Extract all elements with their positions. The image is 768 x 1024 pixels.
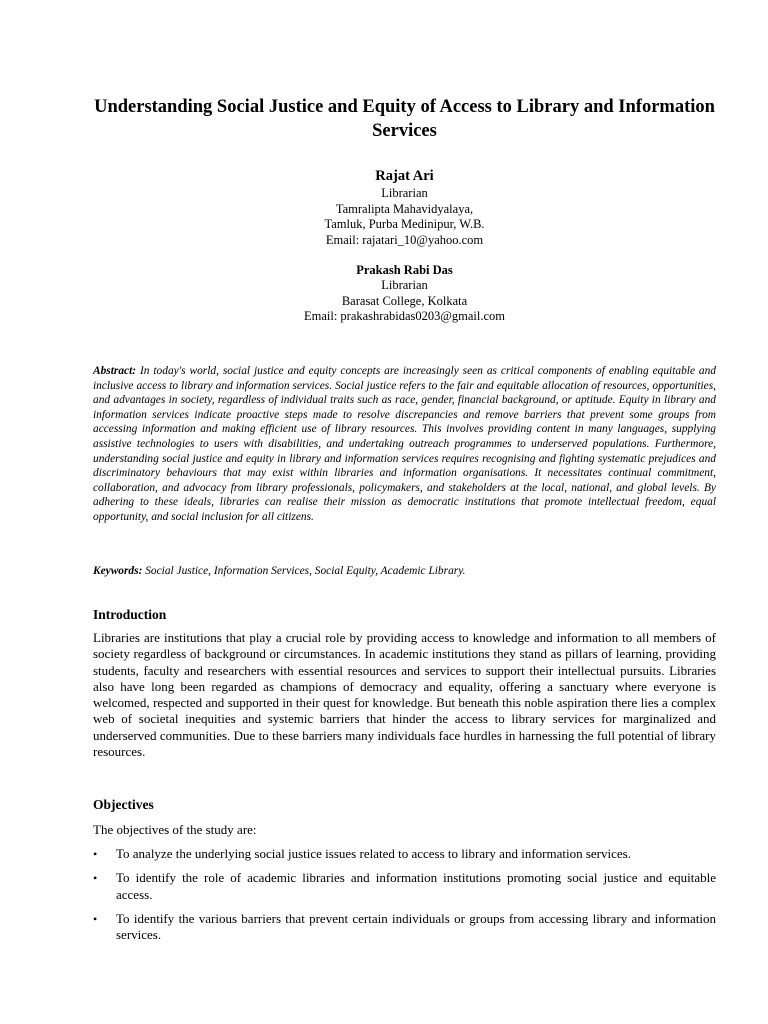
bullet-icon: • bbox=[93, 911, 98, 926]
author-designation: Librarian bbox=[381, 278, 428, 292]
introduction-paragraph: Libraries are institutions that play a crucial role by providing access to knowledge and information to all members of society regardless of background or circumstances. In academic institutions they stand as pillars of learning, providing students, faculty and researchers with essential resources and services to support their intellectual pursuits. Libraries also have long been regarded as champions of democracy and equality, offering a sanctuary where everyone is welcomed, respected and supported in their quest for knowledge. But beneath this noble aspiration there lies a complex web of societal inequities and systemic barriers that hinder the access to library services for marginalized and underserved communities. Due to these barriers many individuals face hurdles in harnessing the full potential of library resources. bbox=[93, 630, 716, 760]
abstract-text: In today's world, social justice and equity concepts are increasingly seen as critical components of enabling equitable and inclusive access to library and information services. Social justice refers to the fair and equitable allocation of resources, opportunities, and advantages in society, regardless of individual traits such as race, gender, financial background, or aptitude. Equity in library and information services indicate proactive steps made to resolve discrepancies and remove barriers that prevent some groups from accessing information and making efficient use of library resources. This involves providing content in many languages, supplying assistive technologies to users with disabilities, and undertaking outreach programmes to underserved populations. Furthermore, understanding social justice and equity in library and information services requires recognising and fighting systematic prejudices and discriminatory behaviours that may exist within libraries and information organisations. It necessitates continual commitment, collaboration, and advocacy from library professionals, policymakers, and stakeholders at the local, national, and global levels. By adhering to these ideals, libraries can realise their mission as democratic institutions that promote intellectual freedom, equal opportunity, and social inclusion for all citizens. bbox=[93, 365, 717, 523]
list-item bbox=[93, 870, 716, 903]
author-name: Rajat Ari bbox=[375, 168, 434, 184]
paper-title: Understanding Social Justice and Equity of Access to Library and Information Services bbox=[94, 97, 715, 141]
keywords-text: Social Justice, Information Services, Social Equity, Academic Library. bbox=[145, 565, 466, 577]
list-item bbox=[93, 846, 716, 862]
list-item-text: To identify the role of academic libraries and information institutions promoting social justice and equitable access. bbox=[116, 870, 716, 902]
author-block-2 bbox=[93, 262, 716, 325]
list-item bbox=[93, 911, 716, 944]
author-institution: Tamralipta Mahavidyalaya, bbox=[335, 201, 474, 216]
abstract bbox=[93, 364, 716, 525]
author-block-1 bbox=[93, 167, 716, 248]
list-item-text: To identify the various barriers that prevent certain individuals or groups from accessing library and information services. bbox=[116, 910, 716, 943]
author-designation: Librarian bbox=[381, 186, 428, 200]
author-location: Tamluk, Purba Medinipur, W.B. bbox=[324, 217, 485, 231]
objectives-heading: Objectives bbox=[93, 797, 154, 812]
author-email: Email: prakashrabidas0203@gmail.com bbox=[303, 309, 506, 323]
author-email: Email: rajatari_10@yahoo.com bbox=[325, 232, 484, 247]
keywords-label: Keywords: bbox=[93, 565, 143, 577]
keywords bbox=[93, 564, 716, 579]
list-item-text: To analyze the underlying social justice issues related to access to library and information services. bbox=[116, 846, 631, 861]
objectives-lead: The objectives of the study are: bbox=[93, 822, 257, 837]
introduction-heading: Introduction bbox=[93, 607, 167, 622]
author-name: Prakash Rabi Das bbox=[356, 263, 453, 277]
objectives-list bbox=[93, 846, 716, 951]
abstract-label: Abstract: bbox=[93, 365, 137, 377]
author-institution: Barasat College, Kolkata bbox=[341, 293, 468, 308]
bullet-icon: • bbox=[93, 871, 98, 886]
bullet-icon: • bbox=[93, 847, 98, 861]
